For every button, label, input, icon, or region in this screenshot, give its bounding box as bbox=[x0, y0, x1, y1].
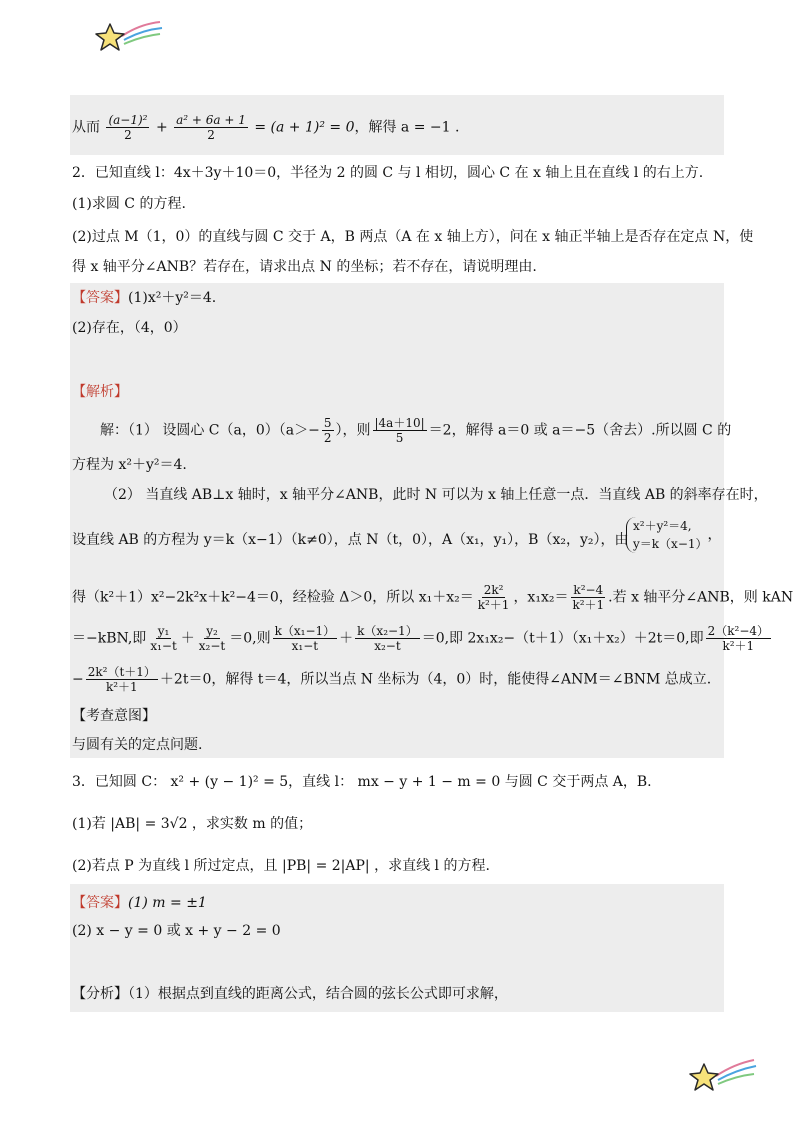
q3-part1: (1)若 |AB| = 3√2 ，求实数 m 的值； bbox=[72, 816, 313, 832]
q3-analysis: 【分析】（1）根据点到直线的距离公式，结合圆的弦长公式即可求解， bbox=[72, 986, 508, 1002]
q2-solution-2d: ＝−kBN,即 $\frac{\text{y₁}}{\text{x₁−t}}$ ＋ $\frac{\text{y₂}}{\text{x₂−t}}$ ＝0,则 $\frac{\text{k（x₁−1）}}{\text{x₁−t}}$ ＋ $\frac{\text{k（x₂−1）}}{\text{x₂−t}}$ ＝0,即 2x₁x₂−（t＋1）（x₁＋x₂）＋2t＝0,即 $\frac{\text{2（k²−4）}}{\text{k²＋1}}$ bbox=[72, 624, 770, 653]
q2-solution-2e: − $\frac{\text{2k²（t＋1）}}{\text{k²＋1}}$ ＋2t＝0，解得 t＝4，所以当点 N 坐标为（4，0）时，能使得∠ANM＝∠BNM 总成立. bbox=[72, 665, 712, 694]
q2-solution-2c: 得（k²＋1）x²−2k²x＋k²−4＝0，经检验 Δ＞0，所以 x₁＋x₂＝ $\frac{\text{2k²}}{\text{k²＋1}}$ ，x₁x₂＝ $\frac{\text{k²−4}}{\text{k²＋1}}$ .若 x 轴平分∠ANB，则 kAN bbox=[72, 583, 794, 612]
q2-solution-1: 解：（1） 设圆心 C（a，0）（a＞− $\frac{5}{2}$ ），则 $\frac{|4a+10|}{5}$ ＝2，解得 a＝0 或 a＝−5（舍去）.所以圆 C 的 bbox=[100, 416, 732, 445]
star-decoration-top-icon bbox=[92, 14, 164, 58]
q2-system-brace: x²＋y²＝4, y＝k（x−1）， bbox=[626, 517, 722, 553]
q2-intent: 与圆有关的定点问题. bbox=[72, 737, 203, 753]
star-decoration-bottom-icon bbox=[686, 1050, 758, 1098]
q3-answer1: 【答案】(1) m = ±1 bbox=[72, 895, 207, 911]
q2-part2-line1: (2)过点 M（1，0）的直线与圆 C 交于 A，B 两点（A 在 x 轴上方），问在 x 轴正半轴上是否存在定点 N，使 bbox=[72, 229, 754, 245]
q2-solution-1b: 方程为 x²＋y²＝4. bbox=[72, 457, 187, 473]
q2-part2-line2: 得 x 轴平分∠ANB？若存在，请求出点 N 的坐标；若不存在，请说明理由. bbox=[72, 259, 537, 275]
q2-solution-2a: （2） 当直线 AB⊥x 轴时，x 轴平分∠ANB，此时 N 可以为 x 轴上任意一点．当直线 AB 的斜率存在时， bbox=[104, 487, 768, 503]
q2-answer1: 【答案】(1)x²＋y²＝4. bbox=[72, 290, 217, 306]
q2-jiexi-tag: 【解析】 bbox=[72, 384, 128, 400]
answer-tag: 【答案】 bbox=[72, 290, 128, 306]
q2-answer2: (2)存在，（4，0） bbox=[72, 320, 187, 336]
q3-answer2: (2) x − y = 0 或 x + y − 2 = 0 bbox=[72, 923, 281, 939]
q2-solution-2b: 设直线 AB 的方程为 y＝k（x−1）（k≠0），点 N（t，0），A（x₁，y₁），B（x₂，y₂），由 bbox=[72, 532, 629, 548]
q3-part2: (2)若点 P 为直线 l 所过定点，且 |PB| = 2|AP| ，求直线 l 的方程. bbox=[72, 858, 490, 874]
q2-stem: 2．已知直线 l：4x＋3y＋10＝0，半径为 2 的圆 C 与 l 相切，圆心 C 在 x 轴上且在直线 l 的右上方. bbox=[72, 165, 704, 181]
answer-tag: 【答案】 bbox=[72, 895, 128, 911]
q2-intent-tag: 【考查意图】 bbox=[72, 708, 156, 724]
top-solution-line: 从而 $\frac{\text{(a−1)²}}{2}$ + $\frac{\text{a² + 6a + 1}}{2}$ = (a + 1)² = 0，解得 a = −1 . bbox=[72, 113, 460, 142]
q2-part1: (1)求圆 C 的方程. bbox=[72, 196, 186, 212]
q3-stem: 3．已知圆 C： x² + (y − 1)² = 5，直线 l： mx − y + 1 − m = 0 与圆 C 交于两点 A，B. bbox=[72, 774, 652, 790]
